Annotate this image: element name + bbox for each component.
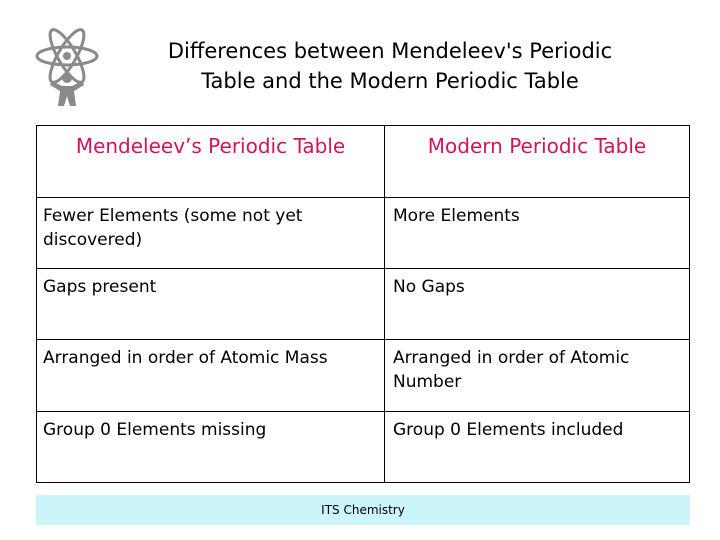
comparison-table: [36, 125, 690, 483]
table-cell: Group 0 Elements included: [393, 420, 624, 440]
table-cell: No Gaps: [393, 277, 465, 297]
column-header-modern: Modern Periodic Table: [427, 134, 647, 158]
table-cell: Fewer Elements (some not yet discovered): [37, 198, 385, 268]
table-cell: More Elements: [393, 206, 520, 226]
table-row: [37, 269, 689, 340]
page-title: Differences between Mendeleev's Periodic Table and the Modern Periodic Table: [167, 39, 613, 93]
table-row: [37, 340, 689, 412]
table-cell: Gaps present: [37, 269, 385, 339]
table-cell: Group 0 Elements missing: [37, 412, 385, 482]
table-cell: Arranged in order of Atomic Mass: [37, 340, 385, 411]
table-row: [37, 198, 689, 269]
footer-label: ITS Chemistry: [36, 495, 690, 525]
table-cell: Arranged in order of Atomic Number: [393, 348, 630, 392]
column-header-mendeleev: Mendeleev’s Periodic Table: [37, 126, 385, 197]
table-row: [37, 412, 689, 482]
atom-figure-icon: [32, 26, 102, 110]
table-header-row: [37, 126, 689, 198]
